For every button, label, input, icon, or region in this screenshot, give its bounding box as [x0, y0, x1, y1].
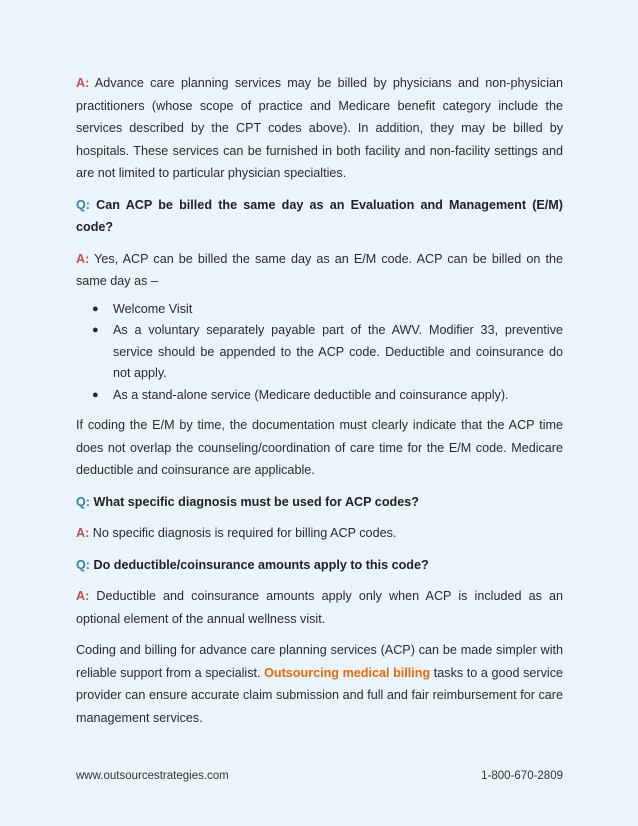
answer-label: A: — [76, 589, 90, 603]
outsourcing-billing-link[interactable]: Outsourcing medical billing — [264, 665, 431, 680]
question-label: Q: — [76, 494, 90, 509]
bullet-icon: ● — [92, 302, 99, 315]
answer-text: Deductible and coinsurance amounts apply only when ACP is included as an optional element of the annual wellness visit. — [76, 589, 563, 626]
question-text: Can ACP be billed the same day as an Evaluation and Management (E/M) code? — [76, 197, 563, 234]
closing-text: Coding and billing for advance care planning services (ACP) can be made simpler with reliable support from a specialist. — [76, 643, 563, 680]
bullet-icon: ● — [92, 388, 99, 401]
answer-paragraph — [76, 248, 563, 293]
list-item — [76, 320, 563, 385]
question-label: Q: — [76, 197, 90, 212]
question-text: Do deductible/coinsurance amounts apply to this code? — [90, 557, 429, 572]
list-item-text: As a voluntary separately payable part of the AWV. Modifier 33, preventive service should be appended to the ACP code. Deductible and coinsurance do not apply. — [113, 323, 563, 380]
answer-text: Yes, ACP can be billed the same day as an E/M code. ACP can be billed on the same day as – — [76, 251, 563, 288]
answer-text: Advance care planning services may be billed by physicians and non-physician practitioners (whose scope of practice and Medicare benefit category include the services described by the CPT codes above). In addition, they may be billed by hospitals. These services can be furnished in both facility and non-facility settings and are not limited to particular physician specialties. — [76, 76, 563, 180]
question-paragraph — [76, 491, 563, 514]
list-item-text: Welcome Visit — [113, 301, 193, 316]
document-body — [76, 72, 563, 738]
question-label: Q: — [76, 557, 90, 572]
list-item-text: As a stand-alone service (Medicare deductible and coinsurance apply). — [113, 387, 509, 402]
list-item — [76, 385, 563, 407]
question-text: What specific diagnosis must be used for ACP codes? — [90, 494, 419, 509]
closing-paragraph — [76, 639, 563, 729]
question-paragraph — [76, 554, 563, 577]
list-item — [76, 299, 563, 321]
answer-paragraph — [76, 72, 563, 185]
em-time-paragraph: If coding the E/M by time, the documentation must clearly indicate that the ACP time does not overlap the counseling/coordination of care time for the E/M code. Medicare deductible and coinsurance are applicable. — [76, 418, 563, 477]
footer-phone: 1-800-670-2809 — [481, 770, 563, 782]
answer-text: No specific diagnosis is required for billing ACP codes. — [89, 526, 397, 540]
question-paragraph — [76, 194, 563, 239]
footer-website[interactable]: www.outsourcestrategies.com — [76, 770, 229, 782]
answer-label: A: — [76, 251, 90, 266]
bullet-list — [76, 299, 563, 407]
answer-label: A: — [76, 526, 90, 540]
bullet-icon: ● — [92, 324, 99, 336]
answer-paragraph — [76, 585, 563, 630]
closing-text: tasks to a good service provider can ensure accurate claim submission and full and fair reimbursement for care management services. — [76, 665, 563, 725]
page-footer — [76, 770, 563, 782]
answer-label: A: — [76, 76, 90, 90]
answer-paragraph — [76, 522, 563, 545]
